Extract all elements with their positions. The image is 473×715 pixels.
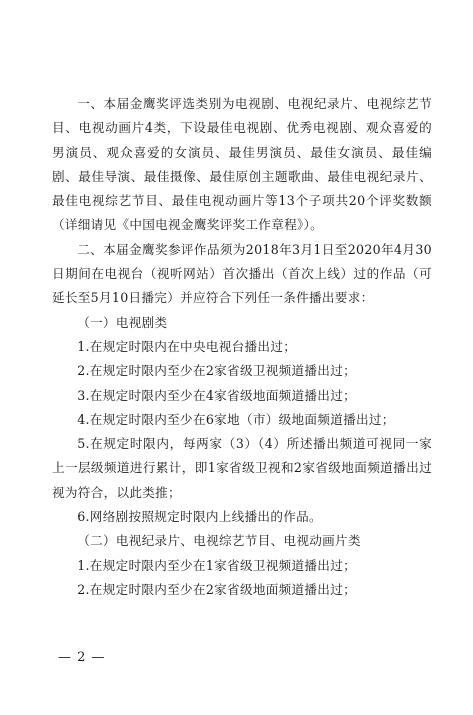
paragraph-award-categories: 一、本届金鹰奖评选类别为电视剧、电视纪录片、电视综艺节目、电视动画片4类，下设最佳电视剧、优秀电视剧、观众喜爱的男演员、观众喜爱的女演员、最佳男演员、最佳女演员、最佳编剧、最佳导演、最佳摄像、最佳原创主题歌曲、最佳电视纪录片、最佳电视综艺节目、最佳电视动画片等13个子项共20个评奖数额（详细请见《中国电视金鹰奖评奖工作章程》）。 [52,96,432,233]
list-item-drama-1: 1.在规定时限内在中央电视台播出过； [77,338,297,354]
list-item-doc-2: 2.在规定时限内至少在2家省级地面频道播出过； [77,581,356,597]
list-item-drama-5: 5.在规定时限内，每两家（3）（4）所述播出频道可视同一家上一层级频道进行累计，即1家省级卫视和2家省级地面频道播出过视为符合，以此类推； [52,436,432,500]
list-item-drama-4: 4.在规定时限内至少在6家地（市）级地面频道播出过； [77,411,395,427]
list-item-drama-3: 3.在规定时限内至少在4家省级地面频道播出过； [77,387,356,403]
paragraph-eligibility-period: 二、本届金鹰奖参评作品须为2018年3月1日至2020年4月30日期间在电视台（视听网站）首次播出（首次上线）过的作品（可延长至5月10日播完）并应符合下列任一条件播出要求： [52,241,432,306]
list-item-drama-6: 6.网络剧按照规定时限内上线播出的作品。 [77,509,322,525]
list-item-doc-1: 1.在规定时限内至少在1家省级卫视频道播出过； [77,557,356,573]
section-heading-documentary-variety-animation: （二）电视纪录片、电视综艺节目、电视动画片类 [77,533,361,549]
section-heading-tv-drama: （一）电视剧类 [77,314,168,330]
document-body [52,92,432,602]
page-number: — 2 — [58,650,106,665]
list-item-drama-2: 2.在规定时限内至少在2家省级卫视频道播出过； [77,363,356,379]
